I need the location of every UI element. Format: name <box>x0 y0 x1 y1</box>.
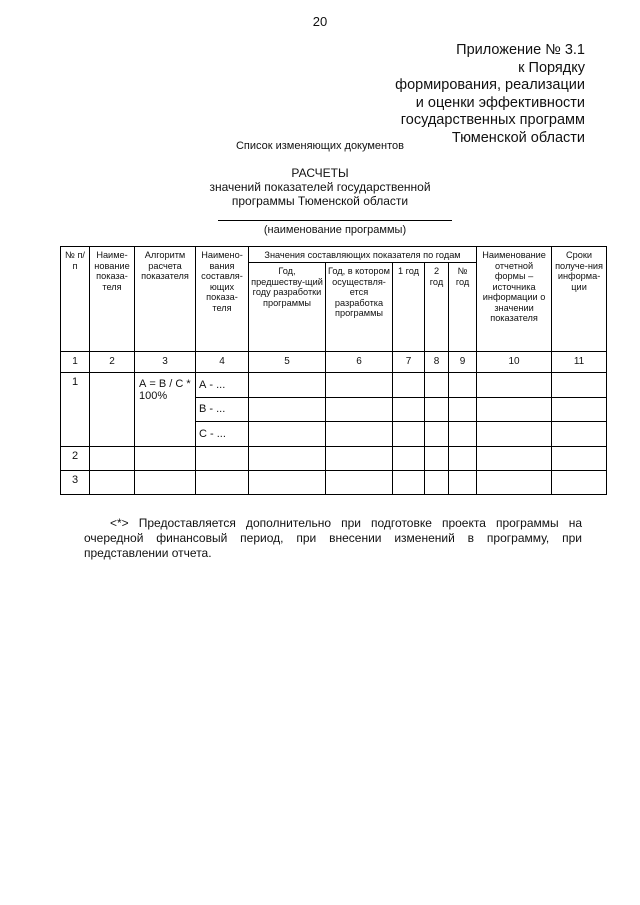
table-row <box>61 447 607 471</box>
amendments-label: Список изменяющих документов <box>235 140 405 152</box>
table-cell <box>135 471 196 495</box>
table-cell <box>249 373 326 398</box>
table-cell <box>393 447 425 471</box>
table-cell <box>449 447 477 471</box>
table-cell <box>135 447 196 471</box>
table-cell <box>425 471 449 495</box>
table-cell <box>552 471 607 495</box>
table-cell <box>196 447 249 471</box>
document-title <box>0 166 640 208</box>
table-cell <box>449 373 477 398</box>
program-name-caption: (наименование программы) <box>263 224 407 236</box>
appendix-line: и оценки эффективности <box>415 94 585 111</box>
table-cell <box>477 373 552 398</box>
column-number-row <box>61 352 607 373</box>
header-year-before: Год, предшеству-щий году разработки программы <box>249 263 326 352</box>
table-cell <box>196 471 249 495</box>
row-number: 1 <box>61 373 90 447</box>
table-cell <box>249 447 326 471</box>
table-cell <box>449 422 477 447</box>
column-number: 6 <box>326 352 393 373</box>
table-cell <box>425 373 449 398</box>
appendix-line: Приложение № 3.1 <box>456 42 585 58</box>
header-indicator-name: Наиме-нование показа-теля <box>90 247 135 352</box>
appendix-line: государственных программ <box>400 112 585 128</box>
table-cell <box>326 447 393 471</box>
column-number: 7 <box>393 352 425 373</box>
column-number: 3 <box>135 352 196 373</box>
header-year-current: Год, в котором осуществля-ется разработка программы <box>326 263 393 352</box>
header-algorithm: Алгоритм расчета показателя <box>135 247 196 352</box>
component-cell: В - ... <box>196 398 249 422</box>
column-number: 10 <box>477 352 552 373</box>
table-cell <box>90 447 135 471</box>
table-cell <box>393 373 425 398</box>
column-number: 11 <box>552 352 607 373</box>
table-row <box>61 471 607 495</box>
table-cell <box>249 471 326 495</box>
header-report-form: Наименование отчетной формы – источника информации о значении показателя <box>477 247 552 352</box>
title-line: программы Тюменской области <box>231 194 409 208</box>
table-cell <box>90 471 135 495</box>
appendix-line: формирования, реализации <box>395 77 585 93</box>
footnote: <*> Предоставляется дополнительно при подготовке проекта программы на очередной финансовый период, при внесении изменений в программу, при представлении отчета. <box>84 516 582 560</box>
table-cell <box>425 422 449 447</box>
page-number: 20 <box>312 14 328 29</box>
table-cell <box>326 373 393 398</box>
header-num: № п/п <box>61 247 90 352</box>
table-cell <box>449 398 477 422</box>
table-cell <box>249 422 326 447</box>
column-number: 4 <box>196 352 249 373</box>
algorithm-cell: А = В / С * 100% <box>135 373 196 447</box>
table-row <box>61 373 607 398</box>
column-number: 2 <box>90 352 135 373</box>
header-row <box>61 247 607 263</box>
program-name-line <box>218 220 452 221</box>
column-number: 5 <box>249 352 326 373</box>
table-cell <box>393 398 425 422</box>
table-cell <box>552 422 607 447</box>
table-cell <box>552 373 607 398</box>
row-number: 2 <box>61 447 90 471</box>
table-cell <box>326 471 393 495</box>
header-year-2: 2 год <box>425 263 449 352</box>
table-cell <box>326 422 393 447</box>
title-line: РАСЧЕТЫ <box>291 166 349 180</box>
component-cell: С - ... <box>196 422 249 447</box>
indicator-name-cell <box>90 373 135 447</box>
table-cell <box>477 398 552 422</box>
calculation-table <box>60 246 607 495</box>
table-cell <box>552 398 607 422</box>
table-cell <box>249 398 326 422</box>
column-number: 8 <box>425 352 449 373</box>
header-year-1: 1 год <box>393 263 425 352</box>
table-cell <box>326 398 393 422</box>
header-values-by-year: Значения составляющих показателя по годам <box>249 247 477 263</box>
table-cell <box>477 447 552 471</box>
table-cell <box>477 471 552 495</box>
table-cell <box>449 471 477 495</box>
table-cell <box>425 398 449 422</box>
column-number: 1 <box>61 352 90 373</box>
row-number: 3 <box>61 471 90 495</box>
header-components: Наимено-вания составля-ющих показа-теля <box>196 247 249 352</box>
table-cell <box>477 422 552 447</box>
table-cell <box>393 422 425 447</box>
header-year-n: № год <box>449 263 477 352</box>
component-cell: А - ... <box>196 373 249 398</box>
table-cell <box>425 447 449 471</box>
appendix-line: к Порядку <box>518 59 585 76</box>
column-number: 9 <box>449 352 477 373</box>
header-deadlines: Сроки получе-ния информа-ции <box>552 247 607 352</box>
appendix-line: Тюменской области <box>451 129 585 146</box>
table-cell <box>552 447 607 471</box>
table-cell <box>393 471 425 495</box>
appendix-header <box>395 42 585 147</box>
title-line: значений показателей государственной <box>209 180 431 194</box>
